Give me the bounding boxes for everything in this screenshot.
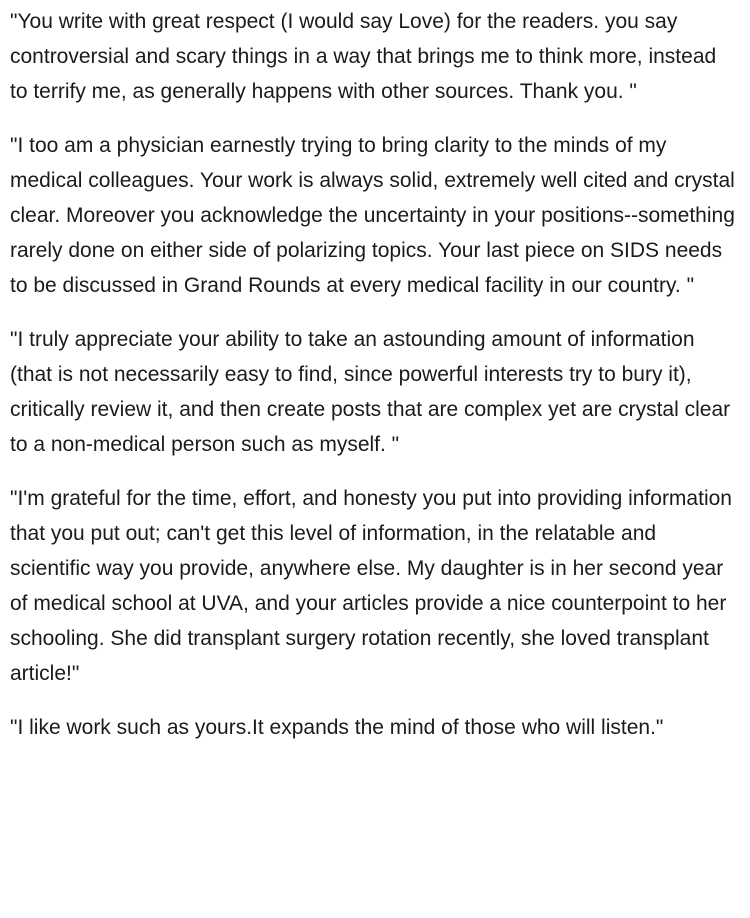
testimonial-2: "I too am a physician earnestly trying to bring clarity to the minds of my medical colleagues. Your work is always solid, extremely well cited and crystal clear. Moreover you acknowledge the uncertainty in your positions--something rarely done on either side of polarizing topics. Your last piece on SIDS needs to be discussed in Grand Rounds at every medical facility in our country. "	[10, 134, 735, 297]
testimonial-3: "I truly appreciate your ability to take an astounding amount of information (that is not necessarily easy to find, since powerful interests try to bury it), critically review it, and then create posts that are complex yet are crystal clear to a non-medical person such as myself. "	[10, 328, 731, 456]
testimonial-1: "You write with great respect (I would say Love) for the readers. you say controversial and scary things in a way that brings me to think more, instead to terrify me, as generally happens with other sources. Thank you. "	[10, 10, 717, 103]
testimonial-5: "I like work such as yours.It expands the mind of those who will listen."	[10, 716, 664, 739]
testimonial-4: "I'm grateful for the time, effort, and honesty you put into providing information that you put out; can't get this level of information, in the relatable and scientific way you provide, anywhere else. My daughter is in her second year of medical school at UVA, and your articles provide a nice counterpoint to her schooling. She did transplant surgery rotation recently, she loved transplant article!"	[10, 487, 732, 685]
